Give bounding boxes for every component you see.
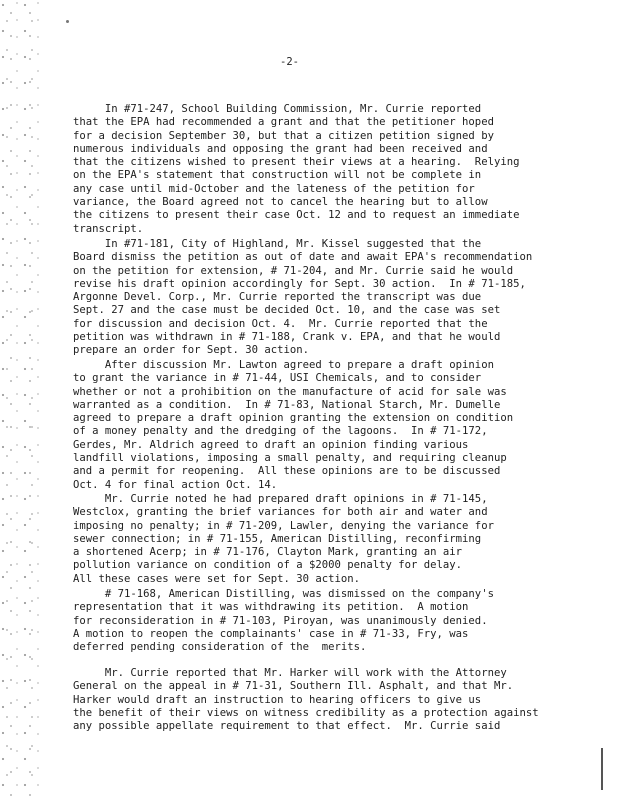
text-line: petition was withdrawn in # 71-188, Crank v. EPA, and that he would xyxy=(73,331,501,344)
paragraph-currie-draft-opinions xyxy=(73,493,573,586)
text-line: Sept. 27 and the case must be decided Oct. 10, and the case was set xyxy=(73,304,501,317)
text-line: warranted as a condition. In # 71-83, National Starch, Mr. Dumelle xyxy=(73,398,501,411)
text-line: Harker would draft an instruction to hearing officers to give us xyxy=(73,693,482,706)
text-line: the citizens to present their case Oct. 12 and to request an immediate xyxy=(73,209,520,222)
text-line: to grant the variance in # 71-44, USI Chemicals, and to consider xyxy=(73,372,482,385)
text-line: sewer connection; in # 71-155, American Distilling, reconfirming xyxy=(73,532,482,545)
scan-margin-mark xyxy=(601,748,603,790)
text-line: pollution variance on condition of a $2000 penalty for delay. xyxy=(73,559,463,572)
text-line: revise his draft opinion accordingly for Sept. 30 action. In # 71-185, xyxy=(73,277,526,290)
text-line: of a money penalty and the dredging of the lagoons. In # 71-172, xyxy=(73,425,488,438)
text-line: on the EPA's statement that construction will not be complete in xyxy=(73,169,482,182)
text-line: that the citizens wished to present their views at a hearing. Relying xyxy=(73,156,520,169)
text-line: representation that it was withdrawing its petition. A motion xyxy=(73,601,469,614)
text-line: landfill violations, imposing a small penalty, and requiring cleanup xyxy=(73,452,507,465)
text-line: A motion to reopen the complainants' case in # 71-33, Fry, was xyxy=(73,627,469,640)
text-line: Westclox, granting the brief variances for both air and water and xyxy=(73,506,488,519)
paragraph-city-of-highland xyxy=(73,238,573,358)
text-line: and a permit for reopening. All these opinions are to be discussed xyxy=(73,465,501,478)
paragraph-school-building-commission xyxy=(73,103,573,236)
text-line: on the petition for extension, # 71-204, and Mr. Currie said he would xyxy=(73,264,514,277)
paragraph-harker-appeal xyxy=(73,667,573,733)
page-number: -2- xyxy=(280,56,299,68)
text-line: prepare an order for Sept. 30 action. xyxy=(73,344,309,357)
text-line: any case until mid-October and the lateness of the petition for xyxy=(73,182,475,195)
paragraph-draft-opinions-assignment xyxy=(73,359,573,492)
text-line: Mr. Currie reported that Mr. Harker will work with the Attorney xyxy=(73,667,507,679)
text-line: Oct. 4 for final action Oct. 14. xyxy=(73,478,278,491)
text-line: the benefit of their views on witness credibility as a protection against xyxy=(73,706,539,719)
text-line: All these cases were set for Sept. 30 action. xyxy=(73,572,361,585)
text-line: a shortened Acerp; in # 71-176, Clayton Mark, granting an air xyxy=(73,546,463,559)
text-line: Gerdes, Mr. Aldrich agreed to draft an opinion finding various xyxy=(73,438,469,451)
text-line: numerous individuals and opposing the grant had been received and xyxy=(73,142,488,155)
text-line: agreed to prepare a draft opinion granting the extension on condition xyxy=(73,412,514,425)
text-line: In #71-247, School Building Commission, Mr. Currie reported xyxy=(73,103,482,115)
text-line: variance, the Board agreed not to cancel the hearing but to allow xyxy=(73,196,488,209)
text-line: Argonne Devel. Corp., Mr. Currie reported the transcript was due xyxy=(73,291,482,304)
text-line: After discussion Mr. Lawton agreed to prepare a draft opinion xyxy=(73,359,494,371)
text-line: for a decision September 30, but that a citizen petition signed by xyxy=(73,129,494,142)
text-line: deferred pending consideration of the merits. xyxy=(73,641,367,654)
text-line: # 71-168, American Distilling, was dismissed on the company's xyxy=(73,588,494,600)
text-line: In #71-181, City of Highland, Mr. Kissel suggested that the xyxy=(73,238,482,250)
scan-edge-noise xyxy=(0,0,40,800)
text-line: whether or not a prohibition on the manufacture of acid for sale was xyxy=(73,385,507,398)
scan-speck xyxy=(66,20,69,23)
text-line: transcript. xyxy=(73,222,144,235)
text-line: imposing no penalty; in # 71-209, Lawler, denying the variance for xyxy=(73,519,494,532)
text-line: General on the appeal in # 71-31, Southern Ill. Asphalt, and that Mr. xyxy=(73,680,514,693)
text-line: Board dismiss the petition as out of date and await EPA's recommendation xyxy=(73,251,533,264)
text-line: for discussion and decision Oct. 4. Mr. Currie reported that the xyxy=(73,317,488,330)
text-line: any possible appellate requirement to that effect. Mr. Currie said xyxy=(73,720,501,733)
text-line: Mr. Currie noted he had prepared draft opinions in # 71-145, xyxy=(73,493,488,505)
paragraph-american-distilling xyxy=(73,588,573,654)
text-line: that the EPA had recommended a grant and that the petitioner hoped xyxy=(73,116,494,129)
text-line: for reconsideration in # 71-103, Piroyan, was unanimously denied. xyxy=(73,614,488,627)
